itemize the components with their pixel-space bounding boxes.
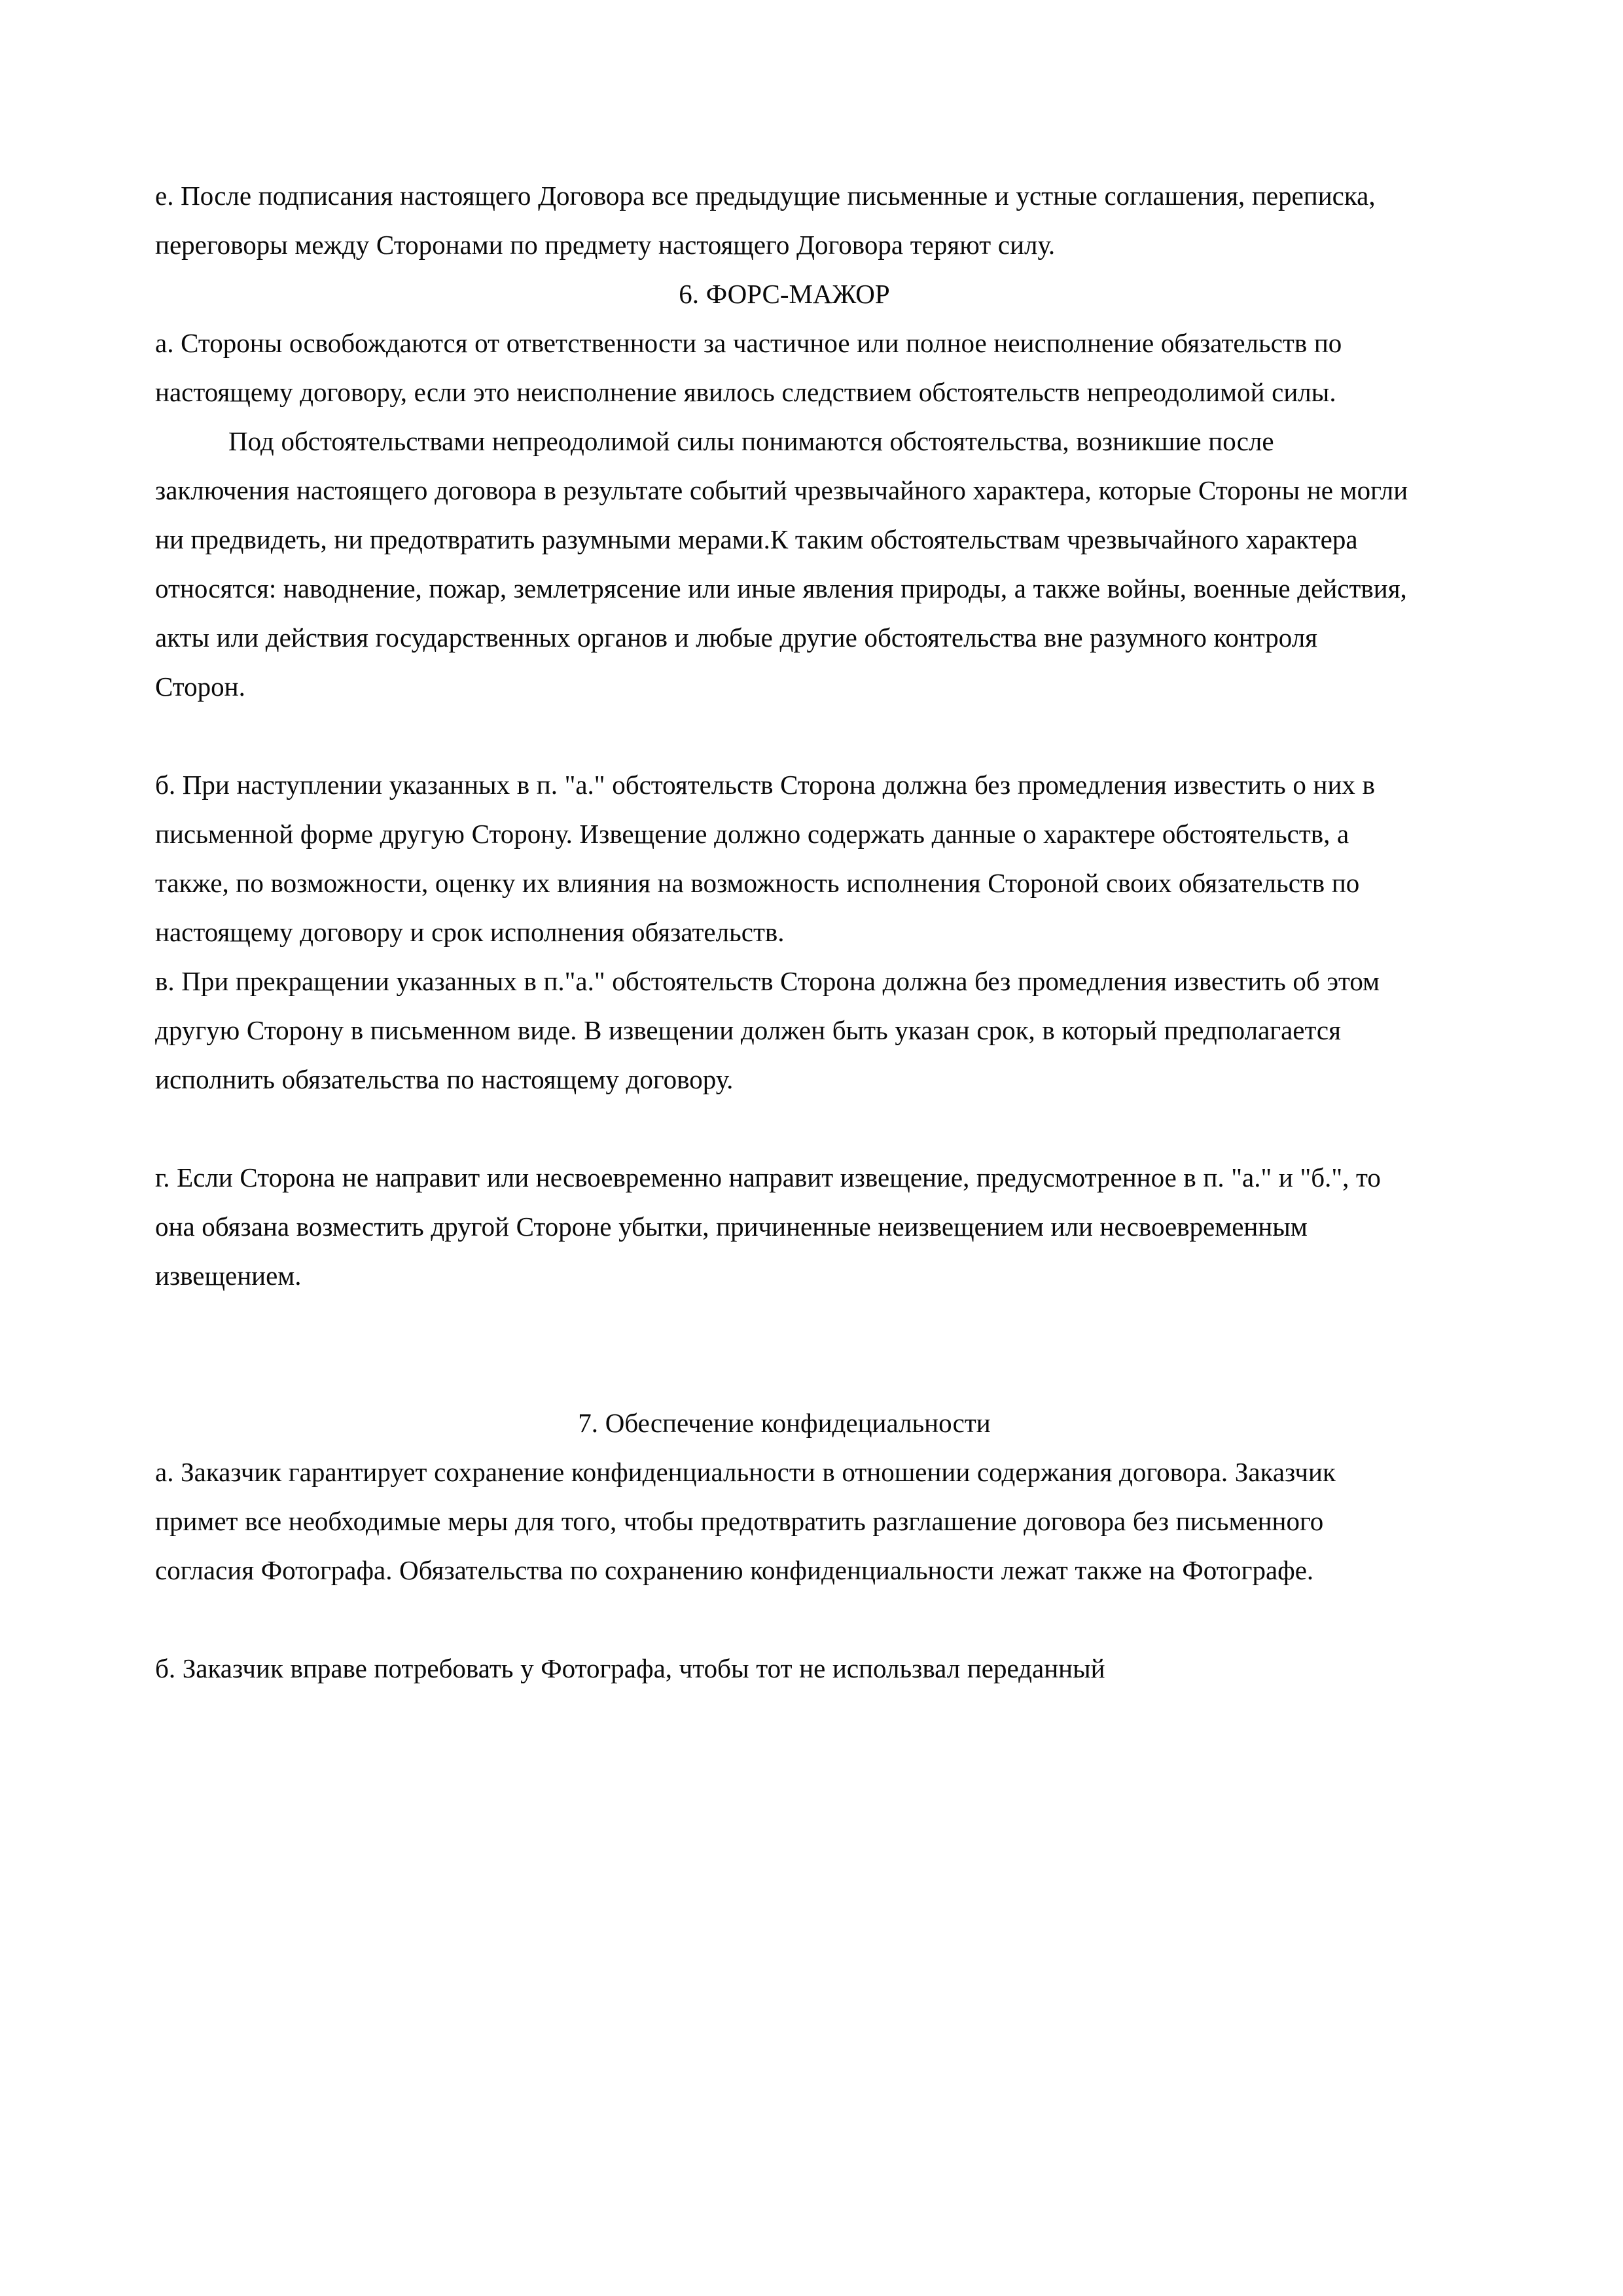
clause-7a-confidentiality-guarantee: а. Заказчик гарантирует сохранение конфиденциальности в отношении содержания договора. Заказчик примет все необходимые меры для того, чтобы предотвратить разглашение договора без письменного согласия Фотографа. Обязательства по сохранению конфиденциальности лежат также на Фотографе. <box>155 1457 1336 1585</box>
clause-7b-usage-restriction: б. Заказчик вправе потребовать у Фотографа, чтобы тот не использвал переданный <box>155 1653 1105 1683</box>
document-body <box>155 171 1414 1693</box>
spacer-before-clause-7b <box>155 1595 1414 1644</box>
clause-6g-failure-to-notify: г. Если Сторона не направит или несвоевременно направит извещение, предусмотренное в п. "а." и "б.", то она обязана возместить другой Стороне убытки, причиненные неизвещением или несвоевременным извещением. <box>155 1162 1381 1291</box>
heading-section-7-confidentiality: 7. Обеспечение конфидециальности <box>578 1408 991 1438</box>
clause-6a-force-majeure-definition: Под обстоятельствами непреодолимой силы понимаются обстоятельства, возникшие после заключения настоящего договора в результате событий чрезвычайного характера, которые Стороны не могли ни предвидеть, ни предотвратить разумными мерами.К таким обстоятельствам чрезвычайного характера относятся: наводнение, пожар, землетрясение или иные явления природы, а также войны, военные действия, акты или действия государственных органов и любые другие обстоятельства вне разумного контроля Сторон. <box>155 426 1408 702</box>
spacer-before-heading-7 <box>155 1300 1414 1399</box>
clause-e-previous-agreements: е. После подписания настоящего Договора все предыдущие письменные и устные соглашения, переписка, переговоры между Сторонами по предмету настоящего Договора теряют силу. <box>155 181 1376 260</box>
heading-section-6-force-majeure: 6. ФОРС-МАЖОР <box>679 279 890 309</box>
spacer-before-clause-6g <box>155 1104 1414 1153</box>
clause-6b-notification: б. При наступлении указанных в п. "а." обстоятельств Сторона должна без промедления известить о них в письменной форме другую Сторону. Извещение должно содержать данные о характере обстоятельств, а также, по возможности, оценку их влияния на возможность исполнения Стороной своих обязательств по настоящему договору и срок исполнения обязательств. <box>155 770 1375 947</box>
spacer-before-clause-6b <box>155 711 1414 761</box>
clause-6v-cessation-notice: в. При прекращении указанных в п."а." обстоятельств Сторона должна без промедления известить об этом другую Сторону в письменном виде. В извещении должен быть указан срок, в который предполагается исполнить обязательства по настоящему договору. <box>155 966 1380 1094</box>
clause-6a-exemption: а. Стороны освобождаются от ответственности за частичное или полное неисполнение обязательств по настоящему договору, если это неисполнение явилось следствием обстоятельств непреодолимой силы. <box>155 328 1342 407</box>
